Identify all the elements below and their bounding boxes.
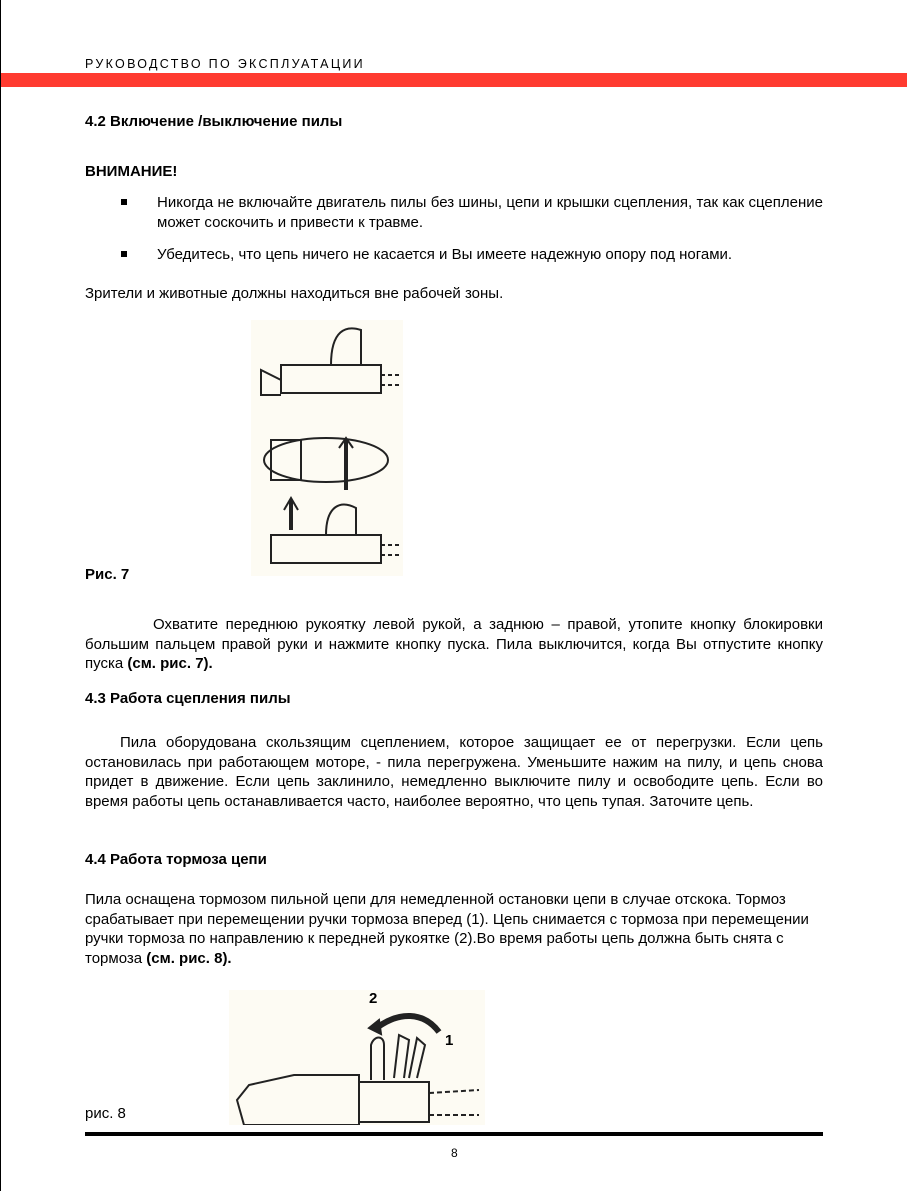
- paragraph-4-2: Охватите переднюю рукоятку левой рукой, а заднюю – правой, утопите кнопку блокировки большим пальцем правой руки и нажмите кнопку пуска. Пила выключится, когда Вы отпустите кнопку пуска (см. рис. 7).: [85, 616, 823, 672]
- figure-8-caption: рис. 8: [85, 1105, 126, 1122]
- page-number: 8: [451, 1146, 458, 1160]
- header-accent-bar: [1, 73, 907, 87]
- figure-8-image: [229, 990, 485, 1125]
- section-heading-4-3: 4.3 Работа сцепления пилы: [85, 690, 291, 707]
- bullet-icon: [121, 251, 127, 257]
- paragraph-4-3: Пила оборудована скользящим сцеплением, которое защищает ее от перегрузки. Если цепь остановилась при работающем моторе, - пила перегружена. Уменьшите нажим на пилу, и цепь снова придет в движение. Если цепь заклинило, немедленно выключите пилу и освободите цепь. Если во время работы цепь останавливается часто, наиболее вероятно, что цепь тупая. Заточите цепь.: [85, 734, 823, 810]
- figure-7-image: [251, 320, 403, 576]
- bullet-icon: [121, 199, 127, 205]
- paragraph-4-4: Пила оснащена тормозом пильной цепи для немедленной остановки цепи в случае отскока. Тормоз срабатывает при перемещении ручки тормоза вперед (1). Цепь снимается с тормоза при перемещении ручки тормоза по направлению к передней рукоятке (2).Во время работы цепь должна быть снята с тормоза (см. рис. 8).: [85, 891, 809, 967]
- section-heading-4-2: 4.2 Включение /выключение пилы: [85, 113, 343, 130]
- warning-bullet: Убедитесь, что цепь ничего не касается и Вы имеете надежную опору под ногами.: [121, 245, 823, 265]
- figure-8-label-1: 1: [445, 1032, 454, 1049]
- figure-reference: (см. рис. 7).: [127, 655, 213, 672]
- figure-8-label-2: 2: [369, 990, 378, 1007]
- running-header: РУКОВОДСТВО ПО ЭКСПЛУАТАЦИИ: [85, 57, 365, 71]
- note-text: Зрители и животные должны находиться вне рабочей зоны.: [85, 285, 504, 302]
- warning-label: ВНИМАНИЕ!: [85, 163, 178, 180]
- section-heading-4-4: 4.4 Работа тормоза цепи: [85, 851, 267, 868]
- footer-rule: [85, 1132, 823, 1136]
- figure-7-caption: Рис. 7: [85, 566, 130, 583]
- warning-bullet: Никогда не включайте двигатель пилы без шины, цепи и крышки сцепления, так как сцепление может соскочить и привести к травме.: [121, 193, 823, 232]
- figure-reference: (см. рис. 8).: [146, 949, 232, 967]
